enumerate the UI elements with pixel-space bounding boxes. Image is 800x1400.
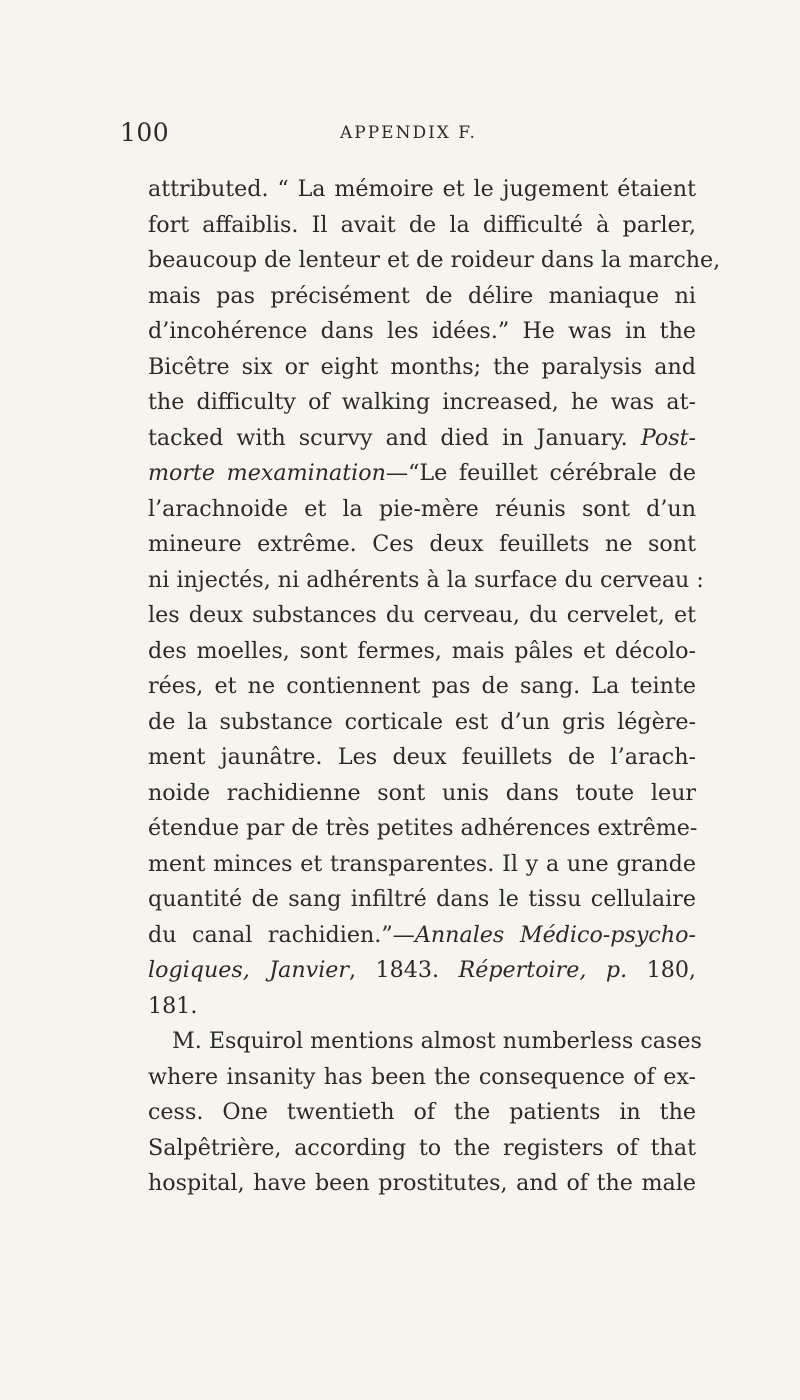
page-number: 100 [120, 118, 170, 147]
text-line [148, 208, 696, 244]
text-line [148, 811, 696, 847]
text-line [148, 847, 696, 883]
text-line [148, 456, 696, 492]
text-line [148, 776, 696, 812]
text-segment: mineure extrême. Ces deux feuillets ne sont [148, 531, 696, 557]
text-segment: fort affaiblis. Il avait de la difficulté à parler, [148, 211, 696, 238]
text-line [148, 882, 696, 918]
text-line [148, 989, 696, 1025]
text-segment: des moelles, sont fermes, mais pâles et décolo- [148, 637, 696, 664]
text-segment: ment minces et transparentes. Il y a une grande [148, 850, 696, 877]
text-segment: cess. One twentieth of the patients in the [148, 1099, 696, 1125]
text-segment: étendue par de très petites adhérences extrême- [148, 815, 698, 841]
text-segment: du canal rachidien.”— [148, 921, 415, 948]
text-segment: where insanity has been the consequence of ex- [148, 1063, 696, 1090]
text-line [148, 918, 696, 954]
text-line [148, 598, 696, 634]
text-segment: rées, et ne contiennent pas de sang. La teinte [148, 673, 696, 699]
text-line [148, 1095, 696, 1131]
text-segment: l’arachnoide et la pie-mère réunis sont d’un [148, 495, 696, 522]
text-segment: , 1843. [349, 957, 459, 983]
running-header-title: APPENDIX F. [340, 123, 477, 143]
text-segment: ment jaunâtre. Les deux feuillets de l’arach- [148, 744, 696, 770]
text-segment: M. Esquirol mentions almost numberless cases [172, 1028, 702, 1054]
text-line [148, 385, 696, 421]
text-line [148, 172, 696, 208]
text-line [148, 669, 696, 705]
text-line [148, 492, 696, 528]
text-line [148, 279, 696, 315]
text-segment: mais pas précisément de délire maniaque ni [148, 282, 696, 309]
body-text [148, 172, 721, 1202]
text-segment: beaucoup de lenteur et de roideur dans la marche, [148, 247, 721, 273]
text-segment: de la substance corticale est d’un gris légère- [148, 708, 696, 735]
text-line [148, 740, 696, 776]
text-line [148, 1166, 696, 1202]
text-segment: the difficulty of walking increased, he was at- [148, 389, 696, 415]
text-segment: noide rachidienne sont unis dans toute leur [148, 779, 696, 806]
text-line [148, 1131, 696, 1167]
text-segment: hospital, have been prostitutes, and of the male [148, 1170, 696, 1196]
text-line [148, 243, 721, 279]
text-line [148, 953, 696, 989]
italic-text: logiques, Janvier [148, 957, 350, 983]
text-line [148, 350, 696, 386]
running-head [120, 118, 680, 148]
italic-text: morte mexamination [148, 460, 386, 486]
text-line [148, 314, 696, 350]
text-segment: 180, [627, 957, 696, 983]
text-line [148, 563, 704, 599]
text-segment: Salpêtrière, according to the registers of that [148, 1134, 696, 1161]
text-line [148, 634, 696, 670]
text-segment: —“Le feuillet cérébrale de [385, 460, 696, 486]
text-line [148, 1060, 696, 1096]
text-segment: quantité de sang infiltré dans le tissu cellulaire [148, 886, 696, 912]
italic-text: Répertoire, p. [458, 957, 628, 983]
text-segment: 181. [148, 992, 198, 1019]
text-line [148, 421, 696, 457]
text-line [148, 705, 696, 741]
text-line [148, 1024, 702, 1060]
italic-text: Annales Médico-psycho- [414, 921, 696, 948]
text-segment: Bicêtre six or eight months; the paralysis and [148, 353, 696, 380]
text-segment: d’incohérence dans les idées.” He was in the [148, 318, 696, 344]
text-segment: tacked with scurvy and died in January. [148, 424, 641, 451]
text-line [148, 527, 696, 563]
text-segment: ni injectés, ni adhérents à la surface du cerveau : [148, 566, 704, 593]
text-segment: les deux substances du cerveau, du cervelet, et [148, 602, 696, 628]
italic-text: Post- [640, 424, 696, 451]
text-segment: attributed. “ La mémoire et le jugement étaient [148, 176, 696, 202]
